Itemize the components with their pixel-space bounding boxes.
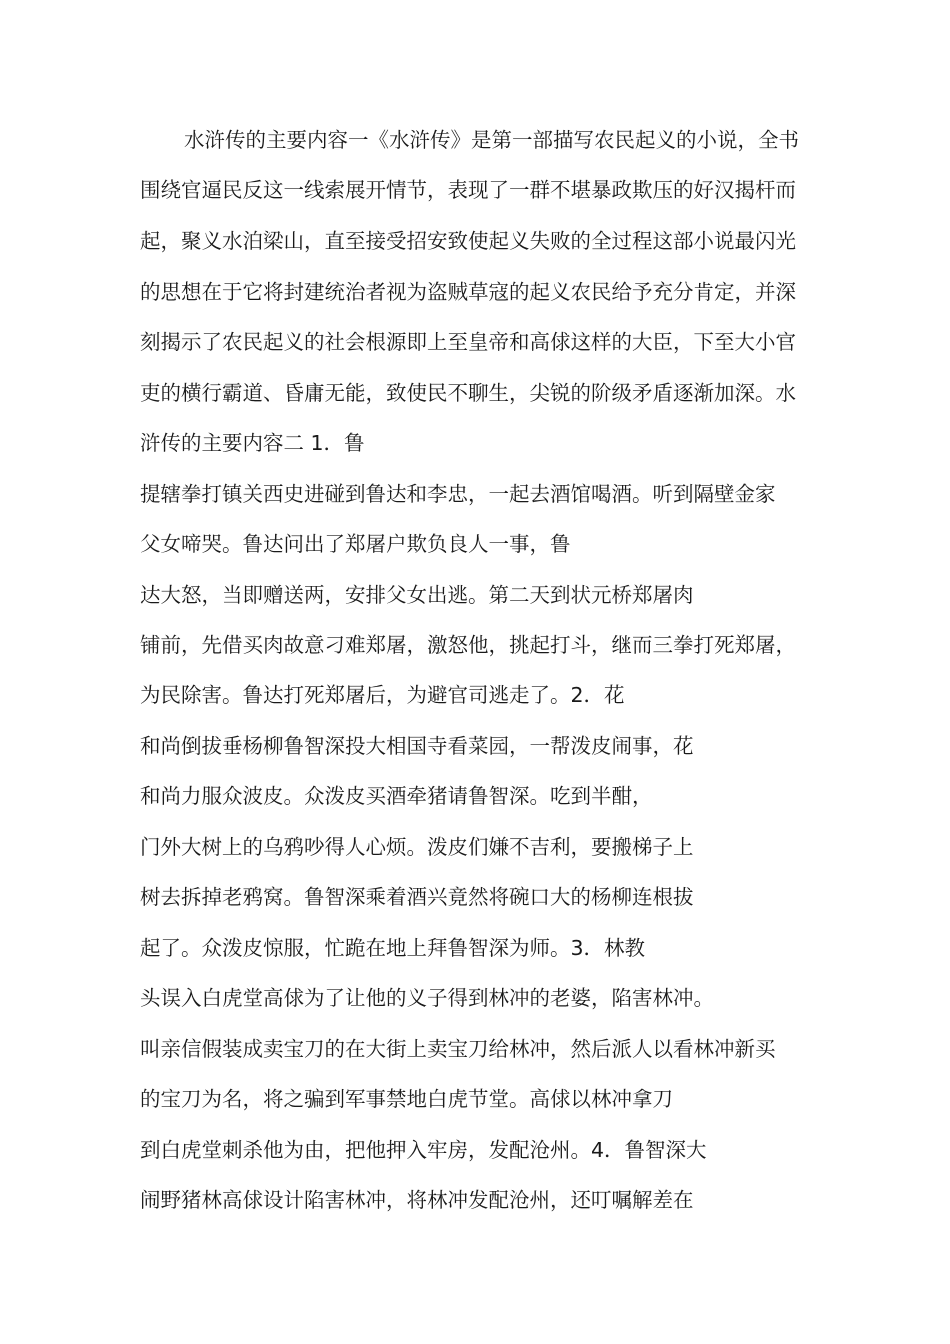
text-line: 浒传的主要内容二 1．鲁: [140, 431, 365, 455]
text-line: 叫亲信假装成卖宝刀的在大街上卖宝刀给林冲，然后派人以看林冲新买: [140, 1037, 776, 1061]
text-line: 吏的横行霸道、昏庸无能，致使民不聊生，尖锐的阶级矛盾逐渐加深。水: [140, 381, 796, 405]
text-line: 达大怒，当即赠送两，安排父女出逃。第二天到状元桥郑屠肉: [140, 583, 694, 607]
text-line: 闹野猪林高俅设计陷害林冲，将林冲发配沧州，还叮嘱解差在: [140, 1188, 694, 1212]
text-line: 父女啼哭。鲁达问出了郑屠户欺负良人一事，鲁: [140, 532, 571, 556]
text-line: 水浒传的主要内容一《水浒传》是第一部描写农民起义的小说，全书: [184, 128, 799, 152]
text-line: 的思想在于它将封建统治者视为盗贼草寇的起义农民给予充分肯定，并深: [140, 280, 796, 304]
text-line: 围绕官逼民反这一线索展开情节，表现了一群不堪暴政欺压的好汉揭杆而: [140, 178, 796, 202]
text-line: 和尚力服众波皮。众泼皮买酒牵猪请鲁智深。吃到半酣，: [140, 784, 653, 808]
text-line: 刻揭示了农民起义的社会根源即上至皇帝和高俅这样的大臣，下至大小官: [140, 330, 796, 354]
text-line: 为民除害。鲁达打死郑屠后，为避官司逃走了。2．花: [140, 683, 625, 707]
text-line: 头误入白虎堂高俅为了让他的义子得到林冲的老婆，陷害林冲。: [140, 986, 714, 1010]
text-line: 树去拆掉老鸦窝。鲁智深乘着酒兴竟然将碗口大的杨柳连根拔: [140, 885, 694, 909]
text-line: 起了。众泼皮惊服，忙跪在地上拜鲁智深为师。3．林教: [140, 936, 646, 960]
text-line: 到白虎堂刺杀他为由，把他押入牢房，发配沧州。4．鲁智深大: [140, 1138, 707, 1162]
text-line: 提辖拳打镇关西史进碰到鲁达和李忠，一起去酒馆喝酒。听到隔壁金家: [140, 482, 776, 506]
text-line: 铺前，先借买肉故意刁难郑屠，激怒他，挑起打斗，继而三拳打死郑屠，: [140, 633, 796, 657]
text-line: 门外大树上的乌鸦吵得人心烦。泼皮们嫌不吉利，要搬梯子上: [140, 835, 694, 859]
text-line: 的宝刀为名，将之骗到军事禁地白虎节堂。高俅以林冲拿刀: [140, 1087, 673, 1111]
text-line: 起，聚义水泊梁山，直至接受招安致使起义失败的全过程这部小说最闪光: [140, 229, 796, 253]
text-line: 和尚倒拔垂杨柳鲁智深投大相国寺看菜园，一帮泼皮闹事，花: [140, 734, 694, 758]
